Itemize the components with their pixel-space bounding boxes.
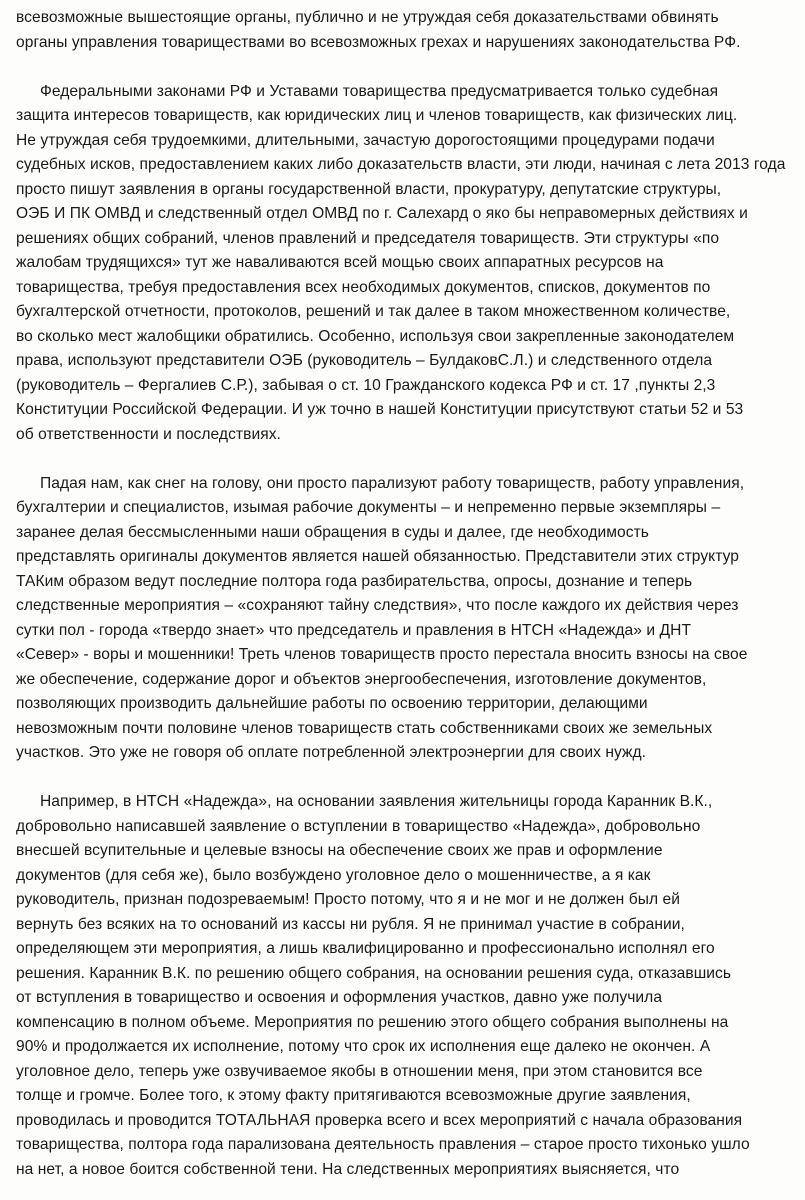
- text-line: Не утруждая себя трудоемкими, длительными, зачастую дорогостоящими процедурами подачи: [16, 131, 715, 149]
- text-line: следственные мероприятия – «сохраняют тайну следствия», что после каждого их действия через: [16, 597, 739, 614]
- text-line: Падая нам, как снег на голову, они просто парализуют работу товариществ, работу управления,: [40, 474, 745, 492]
- text-line: участков. Это уже не говоря об оплате потребленной электроэнергии для своих нужд.: [16, 744, 647, 761]
- text-line: судебных исков, предоставлением каких либо доказательств власти, эти люди, начиная с лета 2013 года: [16, 156, 786, 173]
- text-line: бухгалтерии и специалистов, изымая рабочие документы – и непременно первые экземпляры –: [16, 499, 721, 516]
- text-line: просто пишут заявления в органы государственной власти, прокуратуру, депутатские структуры,: [16, 180, 722, 198]
- text-line: внесшей всупительные и целевые взносы на обеспечение своих же прав и оформление: [16, 842, 663, 859]
- text-line: же обеспечение, содержание дорог и объектов энергообеспечения, изготовление документов,: [16, 670, 707, 688]
- text-line: толще и громче. Более того, к этому факту притягиваются всевозможные другие заявления,: [16, 1087, 691, 1104]
- text-line: вернуть без всяких на то оснований из кассы ни рубля. Я не принимал участие в собрании,: [16, 915, 685, 933]
- text-line: документов (для себя же), было возбуждено уголовное дело о мошенничестве, а я как: [16, 866, 651, 884]
- text-line: руководитель, признан подозреваемым! Просто потому, что я и не мог и не должен был ей: [16, 891, 680, 908]
- text-line: решениях общих собраний, членов правлений и председателя товариществ. Эти структуры «по: [16, 229, 720, 247]
- text-line: права, используют представители ОЭБ (руководитель – БулдаковС.Л.) и следственного отдела: [16, 352, 713, 369]
- paragraph-3: [16, 472, 791, 766]
- text-line: позволяющих производить дальнейшие работы по освоению территории, делающими: [16, 695, 648, 712]
- text-line: сутки пол - города «твердо знает» что председатель и правления в НТСН «Надежда» и ДНТ: [16, 621, 692, 639]
- text-line: органы управления товариществами во всевозможных грехах и нарушениях законодательства РФ.: [16, 33, 741, 51]
- text-line: жалобам трудящихся» тут же наваливаются всей мощью своих аппаратных ресурсов на: [16, 254, 664, 271]
- paragraph-4: [16, 790, 791, 1182]
- document-body: [16, 6, 791, 1182]
- text-line: защита интересов товариществ, как юридических лиц и членов товариществ, как физических лиц.: [16, 107, 738, 124]
- text-line: представлять оригиналы документов является нашей обязанностью. Представители этих структур: [16, 548, 739, 565]
- text-line: товарищества, требуя предоставления всех необходимых документов, списков, документов по: [16, 278, 711, 296]
- text-line: об ответственности и последствиях.: [16, 425, 281, 443]
- text-line: бухгалтерской отчетности, протоколов, решений и так далее в таком множественном количестве,: [16, 303, 731, 320]
- text-line: «Север» - воры и мошенники! Треть членов товариществ просто перестала вносить взносы на свое: [16, 646, 748, 663]
- text-line: всевозможные вышестоящие органы, публично и не утруждая себя доказательствами обвинять: [16, 9, 719, 26]
- text-line: решения. Каранник В.К. по решению общего собрания, на основании решения суда, отказавшись: [16, 964, 732, 982]
- text-line: заранее делая бессмысленными наши обращения в суды и далее, где необходимость: [16, 523, 649, 541]
- text-line: проводилась и проводится ТОТАЛЬНАЯ проверка всего и всех мероприятий с начала образования: [16, 1111, 743, 1129]
- text-line: Федеральными законами РФ и Уставами товарищества предусматривается только судебная: [40, 82, 719, 100]
- text-line: во сколько мест жалобщики обратились. Особенно, используя свои закрепленные законодателем: [16, 327, 735, 345]
- text-line: от вступления в товарищество и освоения и оформления участков, давно уже получила: [16, 989, 663, 1006]
- text-line: добровольно написавшей заявление о вступлении в товарищество «Надежда», добровольно: [16, 817, 701, 835]
- text-line: Конституции Российской Федерации. И уж точно в нашей Конституции присутствуют статьи 52 и 53: [16, 401, 744, 418]
- paragraph-1: [16, 6, 791, 55]
- text-line: ТАКим образом ведут последние полтора года разбирательства, опросы, дознание и теперь: [16, 572, 693, 590]
- text-line: товарищества, полтора года парализована деятельность правления – старое просто тихонько ушло: [16, 1136, 750, 1153]
- paragraph-2: [16, 80, 791, 448]
- text-line: определяющем эти мероприятия, а лишь квалифицированно и профессионально исполнял его: [16, 940, 715, 957]
- text-line: невозможным почти половине членов товариществ стать собственниками своих же земельных: [16, 719, 713, 737]
- text-line: (руководитель – Фергалиев С.Р.), забывая о ст. 10 Гражданского кодекса РФ и ст. 17 ,пункты 2,3: [16, 376, 716, 394]
- text-line: на нет, а новое боится собственной тени. На следственных мероприятиях выясняется, что: [16, 1160, 680, 1178]
- text-line: компенсацию в полном объеме. Мероприятия по решению этого общего собрания выполнены на: [16, 1013, 729, 1031]
- text-line: ОЭБ И ПК ОМВД и следственный отдел ОМВД по г. Салехард о яко бы неправомерных действиях и: [16, 205, 748, 222]
- text-line: 90% и продолжается их исполнение, потому что срок их исполнения еще далеко не окончен. А: [16, 1038, 711, 1055]
- text-line: Например, в НТСН «Надежда», на основании заявления жительницы города Каранник В.К.,: [40, 793, 713, 810]
- text-line: уголовное дело, теперь уже озвучиваемое якобы в отношении меня, при этом становится все: [16, 1062, 703, 1080]
